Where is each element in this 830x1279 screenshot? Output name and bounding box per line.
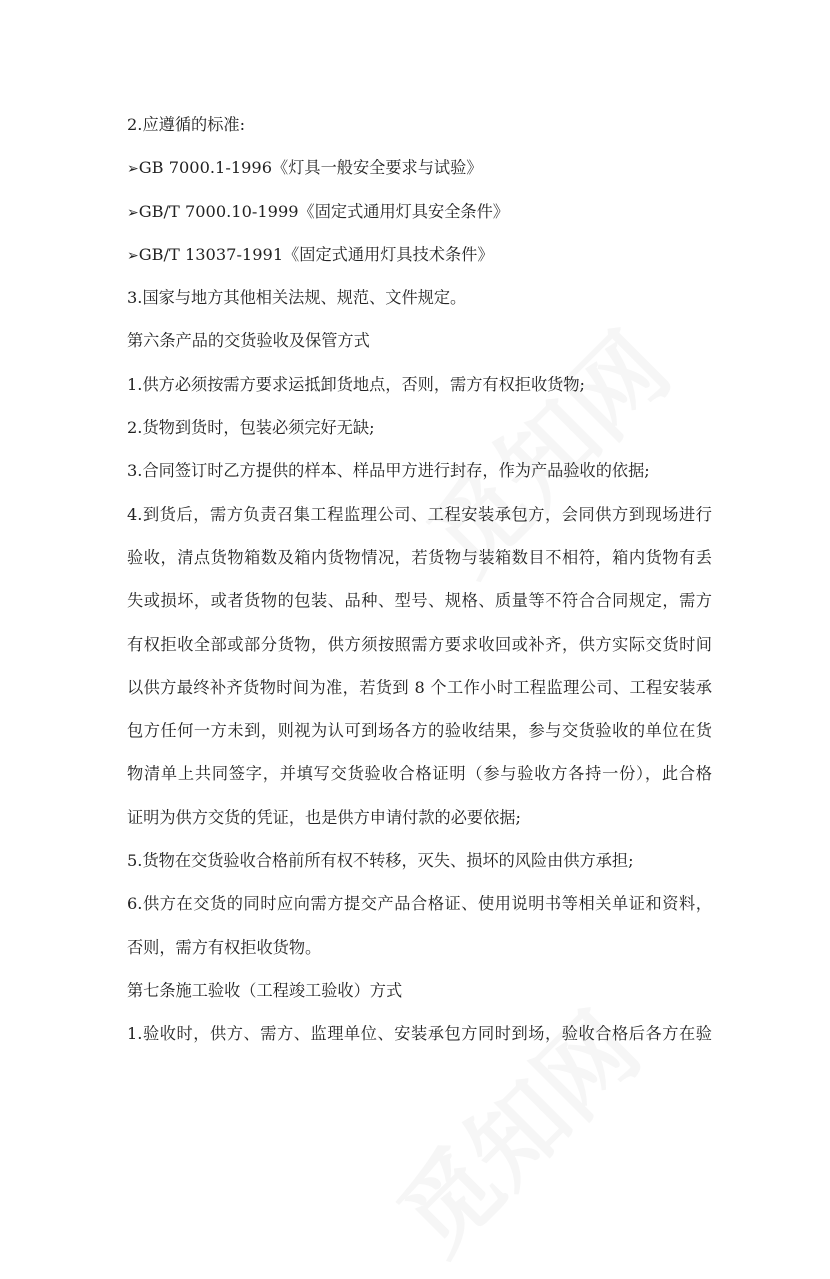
paragraph-line: 物清单上共同签字，并填写交货验收合格证明（参与验收方各持一份），此合格 [127, 764, 712, 784]
paragraph-line: 否则，需方有权拒收货物。 [127, 937, 322, 957]
bullet-item: ➢GB/T 13037-1991《固定式通用灯具技术条件》 [127, 244, 494, 264]
paragraph-line: 验收，清点货物箱数及箱内货物情况，若货物与装箱数目不相符，箱内货物有丢 [127, 547, 712, 567]
paragraph-line: 1.供方必须按需方要求运抵卸货地点，否则，需方有权拒收货物; [127, 374, 585, 394]
paragraph-line: 2.应遵循的标准: [127, 115, 246, 134]
paragraph-line: 3.合同签订时乙方提供的样本、样品甲方进行封存，作为产品验收的依据; [127, 461, 650, 481]
section-heading: 第六条产品的交货验收及保管方式 [127, 331, 370, 351]
paragraph-line: 3.国家与地方其他相关法规、规范、文件规定。 [127, 288, 467, 308]
arrow-bullet-icon: ➢ [127, 204, 139, 221]
paragraph-line: 证明为供方交货的凭证，也是供方申请付款的必要依据; [127, 807, 521, 827]
arrow-bullet-icon: ➢ [127, 161, 139, 178]
paragraph-line: 6.供方在交货的同时应向需方提交产品合格证、使用说明书等相关单证和资料， [127, 894, 712, 914]
document-body [127, 103, 712, 1056]
section-heading: 第七条施工验收（工程竣工验收）方式 [127, 980, 403, 1000]
paragraph-line: 以供方最终补齐货物时间为准，若货到 8 个工作小时工程监理公司、工程安装承 [127, 677, 712, 697]
paragraph-line: 失或损坏，或者货物的包装、品种、型号、规格、质量等不符合合同规定，需方 [127, 591, 712, 611]
paragraph-line: 5.货物在交货验收合格前所有权不转移，灭失、损坏的风险由供方承担; [127, 851, 634, 871]
paragraph-line: 有权拒收全部或部分货物，供方须按照需方要求收回或补齐，供方实际交货时间 [127, 634, 712, 654]
paragraph-line: 4.到货后，需方负责召集工程监理公司、工程安装承包方，会同供方到现场进行 [127, 504, 712, 524]
paragraph-line: 包方任何一方未到，则视为认可到场各方的验收结果，参与交货验收的单位在货 [127, 721, 712, 741]
arrow-bullet-icon: ➢ [127, 247, 139, 264]
bullet-item: ➢GB/T 7000.10-1999《固定式通用灯具安全条件》 [127, 201, 509, 221]
paragraph-line: 1.验收时，供方、需方、监理单位、安装承包方同时到场，验收合格后各方在验 [127, 1024, 712, 1044]
paragraph-line: 2.货物到货时，包装必须完好无缺; [127, 418, 375, 438]
bullet-item: ➢GB 7000.1-1996《灯具一般安全要求与试验》 [127, 158, 483, 178]
